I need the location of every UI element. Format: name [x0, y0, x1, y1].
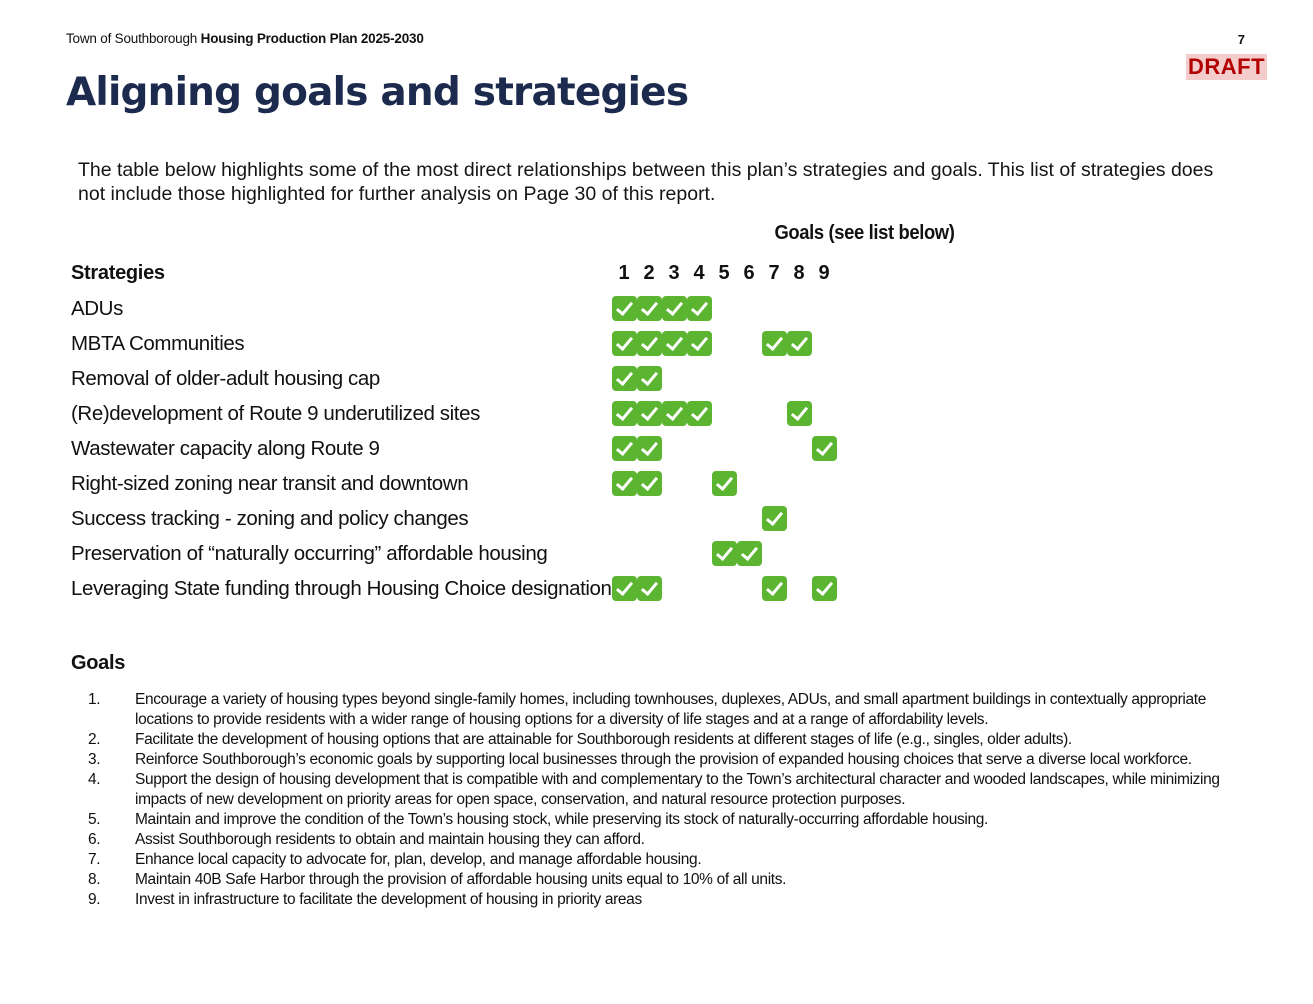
check-mark-icon [612, 576, 637, 601]
strategy-row [62, 466, 837, 501]
matrix-cell [762, 326, 787, 361]
matrix-cell [612, 466, 637, 501]
matrix-cell [787, 571, 812, 606]
matrix-body [62, 291, 837, 606]
matrix-cell [612, 396, 637, 431]
matrix-cell [637, 431, 662, 466]
goal-number: 5. [88, 811, 101, 828]
matrix-cell [762, 361, 787, 396]
matrix-cell [812, 536, 837, 571]
goal-column-header: 5 [718, 262, 730, 284]
matrix-cell [712, 431, 737, 466]
matrix-table [62, 256, 837, 606]
matrix-cell [687, 466, 712, 501]
goal-list-item [88, 870, 1248, 890]
check-mark-icon [662, 401, 687, 426]
check-mark-icon [662, 331, 687, 356]
goal-text: Assist Southborough residents to obtain and maintain housing they can afford. [135, 831, 645, 848]
matrix-cell [712, 536, 737, 571]
check-mark-icon [662, 296, 687, 321]
intro-paragraph: The table below highlights some of the most direct relationships between this plan’s strategies and goals. This list of strategies does not include those highlighted for further analysis on Page 30 of this report. [78, 159, 1214, 205]
matrix-cell [687, 536, 712, 571]
check-mark-icon [612, 436, 637, 461]
strategy-row [62, 396, 837, 431]
matrix-cell [612, 431, 637, 466]
strategy-label: Preservation of “naturally occurring” affordable housing [71, 541, 548, 565]
goals-list [88, 690, 1248, 910]
strategy-label: Leveraging State funding through Housing Choice designation [71, 576, 612, 600]
strategy-row [62, 361, 837, 396]
goals-caption: Goals (see list below) [774, 222, 955, 244]
goal-column-header: 6 [743, 262, 755, 284]
check-mark-icon [637, 401, 662, 426]
matrix-cell [787, 291, 812, 326]
goal-number: 8. [88, 871, 101, 888]
goal-column-header: 8 [793, 262, 805, 284]
matrix-cell [762, 536, 787, 571]
strategy-row [62, 571, 837, 606]
check-mark-icon [762, 506, 787, 531]
matrix-cell [662, 466, 687, 501]
check-mark-icon [787, 401, 812, 426]
goal-number: 4. [88, 771, 101, 788]
strategy-row [62, 431, 837, 466]
goal-list-item [88, 730, 1248, 750]
matrix-cell [787, 536, 812, 571]
goal-list-item [88, 810, 1248, 830]
check-mark-icon [762, 576, 787, 601]
check-mark-icon [812, 436, 837, 461]
matrix-cell [712, 501, 737, 536]
goal-number: 6. [88, 831, 101, 848]
strategy-label: Wastewater capacity along Route 9 [71, 436, 380, 460]
goal-number: 1. [88, 691, 101, 708]
matrix-cell [662, 291, 687, 326]
goals-heading: Goals [71, 652, 126, 674]
matrix-cell [762, 571, 787, 606]
check-mark-icon [712, 471, 737, 496]
matrix-cell [662, 361, 687, 396]
matrix-cell [812, 431, 837, 466]
matrix-cell [737, 361, 762, 396]
check-mark-icon [737, 541, 762, 566]
matrix-cell [812, 466, 837, 501]
check-mark-icon [687, 331, 712, 356]
matrix-cell [612, 536, 637, 571]
matrix-cell [737, 326, 762, 361]
goal-list-item [88, 890, 1248, 910]
matrix-cell [812, 396, 837, 431]
matrix-cell [762, 396, 787, 431]
goal-text: Maintain 40B Safe Harbor through the provision of affordable housing units equal to 10% of all units. [135, 871, 787, 888]
matrix-cell [787, 466, 812, 501]
check-mark-icon [762, 331, 787, 356]
matrix-cell [687, 361, 712, 396]
check-mark-icon [787, 331, 812, 356]
matrix-cell [737, 396, 762, 431]
matrix-cell [812, 361, 837, 396]
matrix-header-row [62, 256, 837, 291]
strategy-label: Removal of older-adult housing cap [71, 366, 380, 390]
goal-list-item [88, 690, 1248, 730]
goal-text: Encourage a variety of housing types beyond single-family homes, including townhouses, duplexes, ADUs, and small apartment buildings in contextually appropriate locations to provide residents with a wider range of housing options for a diversity of life stages and at a range of affordability levels. [135, 691, 1206, 728]
matrix-cell [662, 536, 687, 571]
check-mark-icon [712, 541, 737, 566]
check-mark-icon [637, 471, 662, 496]
goal-column-header: 2 [643, 262, 655, 284]
matrix-cell [687, 291, 712, 326]
matrix-cell [637, 396, 662, 431]
check-mark-icon [637, 331, 662, 356]
strategy-label: ADUs [71, 296, 123, 320]
goal-number: 2. [88, 731, 101, 748]
matrix-cell [737, 291, 762, 326]
goal-list-item [88, 750, 1248, 770]
matrix-cell [612, 571, 637, 606]
matrix-cell [812, 326, 837, 361]
check-mark-icon [637, 436, 662, 461]
goal-list-item [88, 850, 1248, 870]
check-mark-icon [812, 576, 837, 601]
goal-text: Facilitate the development of housing options that are attainable for Southborough residents at different stages of life (e.g., singles, older adults). [135, 731, 1072, 748]
goal-list-item [88, 770, 1248, 810]
goal-column-header: 7 [768, 262, 780, 284]
running-header [66, 31, 424, 46]
matrix-cell [687, 396, 712, 431]
strategy-label: MBTA Communities [71, 331, 245, 355]
matrix-cell [712, 361, 737, 396]
matrix-cell [637, 501, 662, 536]
matrix-cell [637, 466, 662, 501]
check-mark-icon [612, 296, 637, 321]
matrix-cell [662, 501, 687, 536]
matrix-cell [637, 291, 662, 326]
matrix-cell [762, 431, 787, 466]
matrix-cell [712, 466, 737, 501]
goal-text: Support the design of housing development that is compatible with and complementary to the Town’s architectural character and wooded landscapes, while minimizing impacts of new development on priority areas for open space, conservation, and natural resource protection purposes. [135, 771, 1220, 808]
goal-column-header: 4 [693, 262, 705, 284]
matrix-cell [637, 361, 662, 396]
matrix-cell [612, 361, 637, 396]
strategy-label: (Re)development of Route 9 underutilized sites [71, 401, 480, 425]
goal-text: Reinforce Southborough’s economic goals by supporting local businesses through the provision of expanded housing choices that serve a diverse local workforce. [135, 751, 1192, 768]
matrix-cell [787, 501, 812, 536]
matrix-cell [687, 431, 712, 466]
matrix-cell [687, 501, 712, 536]
check-mark-icon [612, 401, 637, 426]
matrix-cell [687, 571, 712, 606]
strategy-label: Success tracking - zoning and policy changes [71, 506, 469, 530]
strategy-row [62, 326, 837, 361]
matrix-cell [637, 571, 662, 606]
goal-text: Invest in infrastructure to facilitate the development of housing in priority areas [135, 891, 642, 908]
goal-column-header: 1 [618, 262, 630, 284]
matrix-cell [737, 536, 762, 571]
matrix-cell [612, 291, 637, 326]
check-mark-icon [637, 366, 662, 391]
page-number: 7 [1237, 32, 1245, 47]
check-mark-icon [687, 296, 712, 321]
matrix-cell [712, 291, 737, 326]
check-mark-icon [687, 401, 712, 426]
matrix-cell [662, 396, 687, 431]
goal-number: 9. [88, 891, 101, 908]
matrix-cell [762, 501, 787, 536]
matrix-cell [662, 326, 687, 361]
check-mark-icon [612, 366, 637, 391]
matrix-cell [737, 501, 762, 536]
matrix-cell [787, 396, 812, 431]
matrix-cell [762, 291, 787, 326]
strategy-row [62, 291, 837, 326]
strategy-label: Right-sized zoning near transit and downtown [71, 471, 469, 495]
check-mark-icon [637, 296, 662, 321]
matrix-cell [612, 501, 637, 536]
matrix-cell [637, 326, 662, 361]
goal-number: 7. [88, 851, 101, 868]
strategy-row [62, 536, 837, 571]
matrix-cell [737, 431, 762, 466]
draft-badge: DRAFT [1188, 54, 1266, 79]
matrix-cell [712, 396, 737, 431]
matrix-cell [812, 291, 837, 326]
matrix-cell [762, 466, 787, 501]
header-plan-title: Housing Production Plan 2025-2030 [200, 31, 424, 46]
check-mark-icon [612, 471, 637, 496]
matrix-cell [737, 466, 762, 501]
matrix-cell [787, 431, 812, 466]
matrix-cell [662, 431, 687, 466]
strategy-row [62, 501, 837, 536]
check-mark-icon [612, 331, 637, 356]
matrix-cell [712, 571, 737, 606]
goal-number: 3. [88, 751, 101, 768]
matrix-cell [662, 571, 687, 606]
matrix-cell [612, 326, 637, 361]
matrix-cell [812, 571, 837, 606]
strategies-header: Strategies [71, 262, 165, 284]
matrix-cell [637, 536, 662, 571]
goal-text: Enhance local capacity to advocate for, plan, develop, and manage affordable housing. [135, 851, 702, 868]
page-title: Aligning goals and strategies [66, 70, 689, 115]
check-mark-icon [637, 576, 662, 601]
matrix-cell [737, 571, 762, 606]
goal-column-header: 3 [668, 262, 680, 284]
goal-text: Maintain and improve the condition of the Town’s housing stock, while preserving its stock of naturally-occurring affordable housing. [135, 811, 988, 828]
goal-column-header: 9 [818, 262, 830, 284]
matrix-cell [812, 501, 837, 536]
matrix-cell [787, 361, 812, 396]
matrix-cell [687, 326, 712, 361]
goal-list-item [88, 830, 1248, 850]
matrix-cell [712, 326, 737, 361]
matrix-cell [787, 326, 812, 361]
header-town: Town of Southborough [66, 31, 198, 46]
